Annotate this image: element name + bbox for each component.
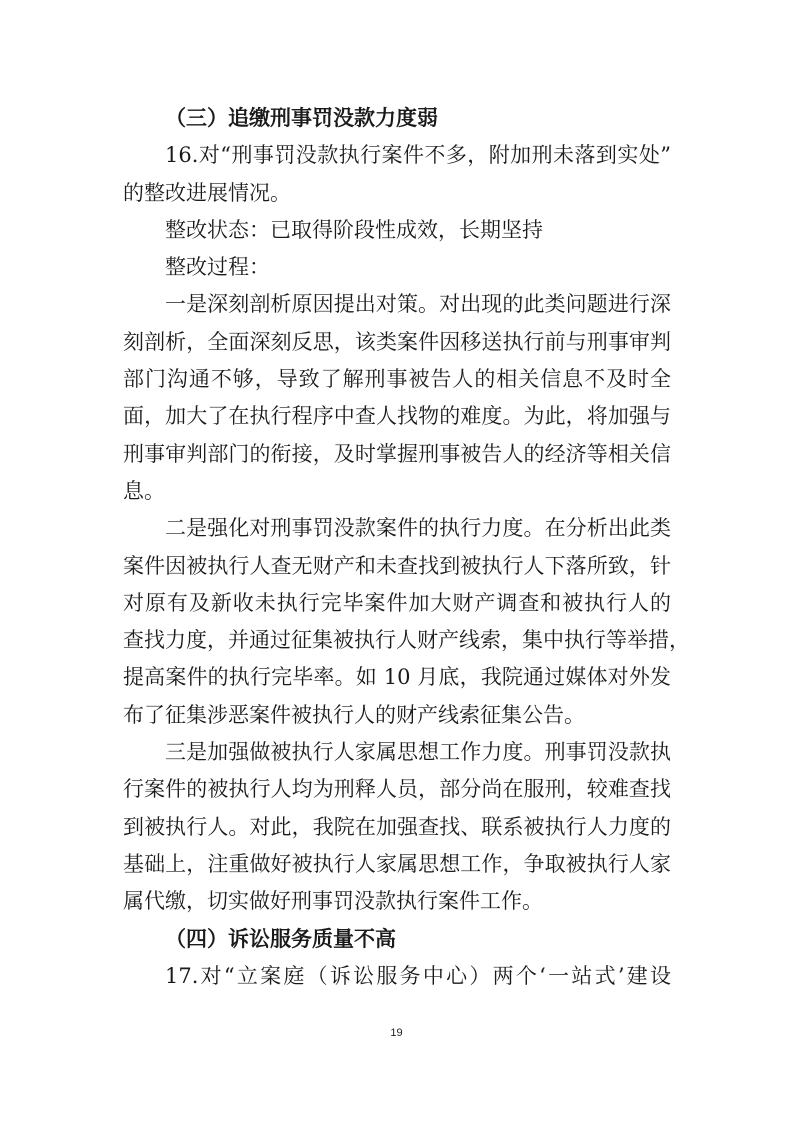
paragraph-line: 三是加强做被执行人家属思想工作力度。刑事罚没款执	[165, 740, 671, 765]
rectification-process-label: 整改过程：	[165, 255, 270, 280]
item-16-text: 16.对“刑事罚没款执行案件不多，附加刑未落到实处”	[165, 143, 671, 168]
paragraph-line: 面，加大了在执行程序中查人找物的难度。为此，将加强与	[123, 404, 671, 429]
paragraph-line: 部门沟通不够，导致了解刑事被告人的相关信息不及时全	[123, 367, 671, 392]
paragraph-line: 一是深刻剖析原因提出对策。对出现的此类问题进行深	[165, 292, 671, 317]
paragraph-line: 息。	[123, 478, 165, 503]
section-heading-3: （三）追缴刑事罚没款力度弱	[165, 106, 438, 130]
paragraph-line: 对原有及新收未执行完毕案件加大财产调查和被执行人的	[123, 590, 671, 615]
paragraph-line: 到被执行人。对此，我院在加强查找、联系被执行人力度的	[123, 814, 671, 839]
paragraph-3	[123, 734, 671, 920]
paragraph-2	[123, 510, 690, 734]
paragraph-line: 提高案件的执行完毕率。如 10 月底，我院通过媒体对外发	[123, 665, 671, 690]
paragraph-line: 行案件的被执行人均为刑释人员，部分尚在服刑，较难查找	[123, 777, 671, 802]
paragraph-line: 基础上，注重做好被执行人家属思想工作，争取被执行人家	[123, 851, 671, 876]
page-number: 19	[390, 1027, 403, 1039]
paragraph-line: 刻剖析，全面深刻反思，该类案件因移送执行前与刑事审判	[123, 329, 671, 354]
item-16-text-cont: 的整改进展情况。	[123, 180, 291, 205]
paragraph-line: 属代缴，切实做好刑事罚没款执行案件工作。	[123, 889, 543, 914]
rectification-status: 整改状态：已取得阶段性成效，长期坚持	[165, 217, 543, 242]
paragraph-line: 案件因被执行人查无财产和未查找到被执行人下落所致，针	[123, 553, 671, 578]
paragraph-line: 刑事审判部门的衔接，及时掌握刑事被告人的经济等相关信	[123, 441, 671, 466]
paragraph-1	[123, 286, 671, 510]
section-heading-4: （四）诉讼服务质量不高	[165, 926, 396, 951]
paragraph-line: 布了征集涉恶案件被执行人的财产线索征集公告。	[123, 702, 585, 727]
paragraph-line: 查找力度，并通过征集被执行人财产线索，集中执行等举措，	[123, 628, 690, 653]
item-17-text: 17.对“立案庭（诉讼服务中心）两个‘一站式’建设	[165, 963, 671, 988]
document-body	[123, 100, 690, 995]
paragraph-line: 二是强化对刑事罚没款案件的执行力度。在分析出此类	[165, 516, 671, 541]
